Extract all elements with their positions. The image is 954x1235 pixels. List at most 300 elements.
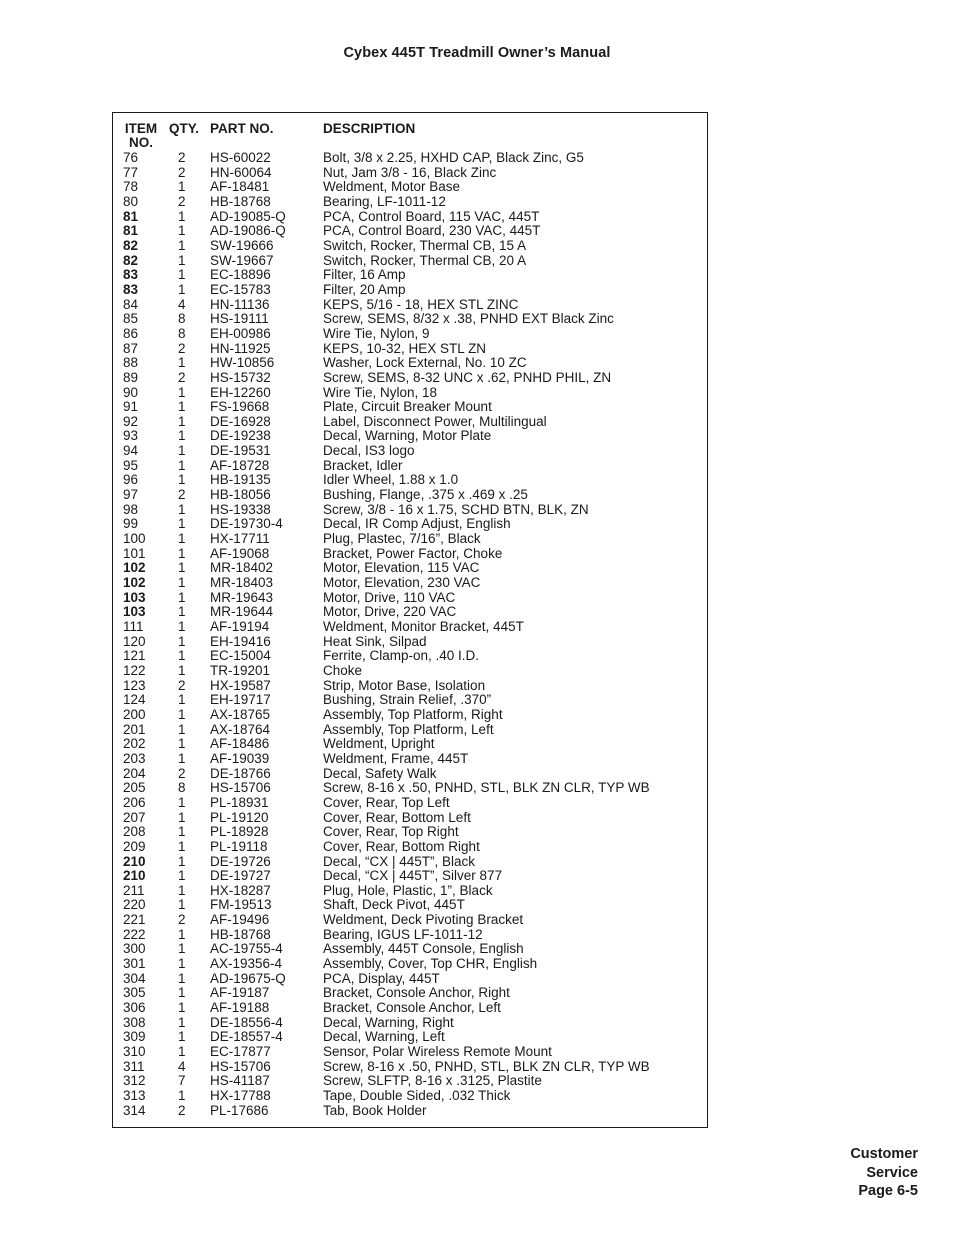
cell-item-no: 100 bbox=[123, 531, 146, 547]
cell-part-no: HS-41187 bbox=[210, 1073, 270, 1089]
cell-description: Assembly, 445T Console, English bbox=[323, 941, 524, 957]
page-footer bbox=[850, 1145, 918, 1201]
cell-qty: 1 bbox=[178, 560, 186, 576]
cell-part-no: HW-10856 bbox=[210, 355, 275, 371]
cell-item-no: 102 bbox=[123, 575, 146, 591]
cell-item-no: 90 bbox=[123, 384, 139, 400]
cell-qty: 1 bbox=[178, 970, 186, 986]
cell-description: Motor, Elevation, 230 VAC bbox=[323, 575, 481, 591]
cell-part-no: AX-19356-4 bbox=[210, 956, 283, 972]
cell-part-no: MR-18402 bbox=[210, 560, 274, 576]
cell-description: Decal, IR Comp Adjust, English bbox=[323, 516, 511, 532]
cell-description: Screw, 8-16 x .50, PNHD, STL, BLK ZN CLR, TYP WB bbox=[323, 1058, 650, 1074]
table-row bbox=[113, 693, 707, 708]
cell-part-no: HS-15706 bbox=[210, 1058, 271, 1074]
cell-qty: 1 bbox=[178, 619, 186, 634]
table-row bbox=[113, 503, 707, 518]
cell-qty: 1 bbox=[178, 516, 186, 532]
cell-part-no: PL-18928 bbox=[210, 824, 269, 840]
cell-item-no: 313 bbox=[123, 1088, 146, 1103]
cell-description: Motor, Drive, 110 VAC bbox=[323, 589, 456, 605]
cell-qty: 2 bbox=[178, 193, 186, 209]
table-row bbox=[113, 283, 707, 298]
cell-description: Decal, Safety Walk bbox=[323, 765, 437, 781]
cell-item-no: 76 bbox=[123, 150, 139, 165]
table-row bbox=[113, 825, 707, 840]
table-row bbox=[113, 679, 707, 694]
cell-qty: 1 bbox=[178, 648, 186, 664]
cell-part-no: FS-19668 bbox=[210, 399, 270, 415]
table-row bbox=[113, 473, 707, 488]
cell-description: Strip, Motor Base, Isolation bbox=[323, 677, 486, 693]
cell-qty: 1 bbox=[178, 384, 186, 400]
cell-description: PCA, Control Board, 230 VAC, 445T bbox=[323, 223, 541, 239]
cell-qty: 1 bbox=[178, 838, 186, 854]
cell-description: Tab, Book Holder bbox=[323, 1102, 427, 1118]
cell-part-no: DE-19730-4 bbox=[210, 516, 283, 532]
cell-description: Shaft, Deck Pivot, 445T bbox=[323, 897, 465, 913]
cell-part-no: HN-11925 bbox=[210, 340, 271, 356]
cell-item-no: 96 bbox=[123, 472, 139, 488]
cell-part-no: AF-18481 bbox=[210, 179, 270, 195]
cell-item-no: 84 bbox=[123, 296, 139, 312]
cell-description: Decal, “CX | 445T”, Silver 877 bbox=[323, 868, 503, 884]
cell-item-no: 122 bbox=[123, 662, 146, 678]
cell-description: Weldment, Upright bbox=[323, 736, 435, 752]
cell-item-no: 78 bbox=[123, 179, 139, 195]
cell-item-no: 204 bbox=[123, 765, 146, 781]
cell-description: Decal, IS3 logo bbox=[323, 443, 415, 459]
cell-qty: 1 bbox=[178, 252, 186, 268]
cell-qty: 1 bbox=[178, 1044, 186, 1060]
table-row bbox=[113, 869, 707, 884]
cell-part-no: HN-60064 bbox=[210, 164, 272, 180]
cell-description: Cover, Rear, Bottom Right bbox=[323, 838, 480, 854]
cell-qty: 1 bbox=[178, 692, 186, 708]
cell-qty: 1 bbox=[178, 1014, 186, 1030]
cell-description: Weldment, Motor Base bbox=[323, 179, 461, 195]
cell-qty: 1 bbox=[178, 721, 186, 737]
cell-item-no: 311 bbox=[123, 1058, 145, 1074]
cell-description: Weldment, Monitor Bracket, 445T bbox=[323, 619, 524, 634]
cell-description: PCA, Display, 445T bbox=[323, 970, 440, 986]
cell-qty: 1 bbox=[178, 868, 186, 884]
cell-description: Bearing, LF-1011-12 bbox=[323, 193, 446, 209]
cell-description: Assembly, Top Platform, Left bbox=[323, 721, 494, 737]
table-row bbox=[113, 210, 707, 225]
cell-description: Ferrite, Clamp-on, .40 I.D. bbox=[323, 648, 480, 664]
cell-qty: 1 bbox=[178, 281, 186, 297]
cell-qty: 1 bbox=[178, 809, 186, 825]
cell-item-no: 111 bbox=[123, 619, 144, 634]
cell-item-no: 309 bbox=[123, 1029, 146, 1045]
cell-item-no: 86 bbox=[123, 325, 139, 341]
cell-description: Bolt, 3/8 x 2.25, HXHD CAP, Black Zinc, G5 bbox=[323, 150, 584, 165]
table-row bbox=[113, 708, 707, 723]
table-header bbox=[113, 122, 707, 152]
table-row bbox=[113, 1074, 707, 1089]
cell-part-no: EH-12260 bbox=[210, 384, 271, 400]
table-row bbox=[113, 342, 707, 357]
cell-part-no: DE-18556-4 bbox=[210, 1014, 283, 1030]
cell-description: Decal, Warning, Right bbox=[323, 1014, 454, 1030]
cell-part-no: EC-15004 bbox=[210, 648, 271, 664]
cell-qty: 2 bbox=[178, 164, 186, 180]
table-row bbox=[113, 298, 707, 313]
cell-item-no: 102 bbox=[123, 560, 146, 576]
cell-item-no: 81 bbox=[123, 223, 139, 239]
cell-item-no: 220 bbox=[123, 897, 146, 913]
table-row bbox=[113, 415, 707, 430]
cell-item-no: 123 bbox=[123, 677, 146, 693]
table-row bbox=[113, 781, 707, 796]
cell-part-no: AF-19496 bbox=[210, 912, 270, 928]
cell-part-no: HX-18287 bbox=[210, 882, 271, 898]
cell-part-no: TR-19201 bbox=[210, 662, 271, 678]
table-row bbox=[113, 986, 707, 1001]
cell-description: Motor, Elevation, 115 VAC bbox=[323, 560, 480, 576]
table-row bbox=[113, 488, 707, 503]
cell-item-no: 93 bbox=[123, 428, 139, 444]
cell-part-no: AF-19188 bbox=[210, 1000, 270, 1016]
table-row bbox=[113, 1089, 707, 1104]
cell-qty: 1 bbox=[178, 824, 186, 840]
cell-item-no: 308 bbox=[123, 1014, 146, 1030]
cell-item-no: 210 bbox=[123, 853, 146, 869]
table-row bbox=[113, 547, 707, 562]
table-row bbox=[113, 752, 707, 767]
table-row bbox=[113, 1045, 707, 1060]
cell-qty: 1 bbox=[178, 237, 186, 253]
cell-item-no: 200 bbox=[123, 706, 146, 722]
cell-description: KEPS, 5/16 - 18, HEX STL ZINC bbox=[323, 296, 519, 312]
cell-item-no: 201 bbox=[123, 721, 146, 737]
cell-part-no: SW-19666 bbox=[210, 237, 274, 253]
cell-part-no: DE-19727 bbox=[210, 868, 271, 884]
cell-part-no: DE-19238 bbox=[210, 428, 271, 444]
cell-description: Bushing, Flange, .375 x .469 x .25 bbox=[323, 487, 528, 503]
cell-qty: 1 bbox=[178, 179, 186, 195]
cell-description: KEPS, 10-32, HEX STL ZN bbox=[323, 340, 487, 356]
cell-item-no: 87 bbox=[123, 340, 139, 356]
cell-item-no: 306 bbox=[123, 1000, 146, 1016]
cell-qty: 1 bbox=[178, 531, 186, 547]
table-row bbox=[113, 517, 707, 532]
cell-item-no: 210 bbox=[123, 868, 146, 884]
cell-part-no: HB-18056 bbox=[210, 487, 271, 503]
cell-part-no: EC-15783 bbox=[210, 281, 271, 297]
cell-qty: 1 bbox=[178, 956, 186, 972]
cell-part-no: AF-19039 bbox=[210, 750, 270, 766]
parts-list-table bbox=[112, 112, 708, 1128]
cell-qty: 1 bbox=[178, 853, 186, 869]
cell-qty: 2 bbox=[178, 912, 186, 928]
cell-qty: 7 bbox=[178, 1073, 186, 1089]
cell-item-no: 310 bbox=[123, 1044, 146, 1060]
table-row bbox=[113, 371, 707, 386]
page-title: Cybex 445T Treadmill Owner’s Manual bbox=[343, 45, 611, 61]
table-row bbox=[113, 254, 707, 269]
cell-qty: 8 bbox=[178, 780, 186, 796]
cell-item-no: 205 bbox=[123, 780, 146, 796]
cell-qty: 2 bbox=[178, 487, 186, 503]
column-header-part: PART NO. bbox=[210, 121, 274, 136]
cell-part-no: HB-18768 bbox=[210, 926, 271, 942]
table-row bbox=[113, 180, 707, 195]
cell-qty: 1 bbox=[178, 706, 186, 722]
cell-description: Decal, Warning, Motor Plate bbox=[323, 428, 492, 444]
cell-part-no: HB-19135 bbox=[210, 472, 271, 488]
cell-description: Plug, Plastec, 7/16”, Black bbox=[323, 531, 481, 547]
cell-qty: 1 bbox=[178, 501, 186, 517]
cell-part-no: HX-17788 bbox=[210, 1088, 271, 1103]
cell-item-no: 120 bbox=[123, 633, 146, 649]
cell-item-no: 203 bbox=[123, 750, 146, 766]
cell-qty: 1 bbox=[178, 545, 186, 561]
cell-part-no: DE-19726 bbox=[210, 853, 271, 869]
table-row bbox=[113, 400, 707, 415]
cell-item-no: 124 bbox=[123, 692, 146, 708]
table-row bbox=[113, 855, 707, 870]
table-row bbox=[113, 620, 707, 635]
table-row bbox=[113, 811, 707, 826]
table-row bbox=[113, 1104, 707, 1119]
cell-item-no: 304 bbox=[123, 970, 146, 986]
table-row bbox=[113, 195, 707, 210]
cell-part-no: PL-17686 bbox=[210, 1102, 269, 1118]
cell-part-no: HS-60022 bbox=[210, 150, 271, 165]
cell-part-no: HN-11136 bbox=[210, 296, 270, 312]
table-row bbox=[113, 796, 707, 811]
cell-part-no: HS-15732 bbox=[210, 369, 271, 385]
cell-item-no: 83 bbox=[123, 281, 139, 297]
cell-qty: 1 bbox=[178, 633, 186, 649]
cell-item-no: 103 bbox=[123, 604, 146, 620]
cell-description: Nut, Jam 3/8 - 16, Black Zinc bbox=[323, 164, 497, 180]
cell-qty: 2 bbox=[178, 369, 186, 385]
cell-qty: 1 bbox=[178, 1029, 186, 1045]
cell-part-no: AF-19187 bbox=[210, 985, 270, 1001]
cell-qty: 2 bbox=[178, 677, 186, 693]
table-body bbox=[113, 151, 707, 1118]
table-row bbox=[113, 1001, 707, 1016]
table-row bbox=[113, 942, 707, 957]
table-row bbox=[113, 224, 707, 239]
cell-description: Bracket, Power Factor, Choke bbox=[323, 545, 503, 561]
cell-item-no: 94 bbox=[123, 443, 139, 459]
column-header-qty: QTY. bbox=[169, 121, 200, 136]
cell-part-no: AD-19085-Q bbox=[210, 208, 286, 224]
table-row bbox=[113, 913, 707, 928]
column-header-description: DESCRIPTION bbox=[323, 121, 416, 136]
cell-item-no: 300 bbox=[123, 941, 146, 957]
cell-item-no: 97 bbox=[123, 487, 139, 503]
cell-qty: 1 bbox=[178, 223, 186, 239]
table-row bbox=[113, 840, 707, 855]
cell-description: Washer, Lock External, No. 10 ZC bbox=[323, 355, 527, 371]
table-row bbox=[113, 884, 707, 899]
cell-item-no: 88 bbox=[123, 355, 139, 371]
table-row bbox=[113, 429, 707, 444]
table-row bbox=[113, 1060, 707, 1075]
cell-qty: 8 bbox=[178, 325, 186, 341]
cell-part-no: EC-17877 bbox=[210, 1044, 271, 1060]
cell-description: Switch, Rocker, Thermal CB, 15 A bbox=[323, 237, 527, 253]
cell-item-no: 208 bbox=[123, 824, 146, 840]
table-row bbox=[113, 327, 707, 342]
table-row bbox=[113, 166, 707, 181]
cell-description: Screw, 3/8 - 16 x 1.75, SCHD BTN, BLK, ZN bbox=[323, 501, 589, 517]
cell-part-no: EH-00986 bbox=[210, 325, 271, 341]
cell-qty: 2 bbox=[178, 1102, 186, 1118]
cell-qty: 4 bbox=[178, 296, 186, 312]
cell-qty: 1 bbox=[178, 926, 186, 942]
cell-qty: 1 bbox=[178, 267, 186, 283]
cell-part-no: MR-18403 bbox=[210, 575, 274, 591]
cell-qty: 1 bbox=[178, 941, 186, 957]
cell-part-no: AX-18765 bbox=[210, 706, 271, 722]
cell-part-no: HS-15706 bbox=[210, 780, 271, 796]
table-row bbox=[113, 649, 707, 664]
table-row bbox=[113, 767, 707, 782]
cell-part-no: AD-19086-Q bbox=[210, 223, 286, 239]
cell-part-no: MR-19643 bbox=[210, 589, 274, 605]
cell-part-no: AF-19194 bbox=[210, 619, 270, 634]
cell-item-no: 98 bbox=[123, 501, 139, 517]
cell-qty: 2 bbox=[178, 150, 186, 165]
cell-item-no: 222 bbox=[123, 926, 146, 942]
cell-description: PCA, Control Board, 115 VAC, 445T bbox=[323, 208, 540, 224]
cell-description: Weldment, Frame, 445T bbox=[323, 750, 469, 766]
cell-description: Weldment, Deck Pivoting Bracket bbox=[323, 912, 524, 928]
cell-item-no: 95 bbox=[123, 457, 139, 473]
cell-item-no: 91 bbox=[123, 399, 139, 415]
cell-item-no: 81 bbox=[123, 208, 139, 224]
table-row bbox=[113, 459, 707, 474]
cell-qty: 1 bbox=[178, 1000, 186, 1016]
cell-qty: 1 bbox=[178, 457, 186, 473]
table-row bbox=[113, 737, 707, 752]
cell-part-no: HX-19587 bbox=[210, 677, 271, 693]
cell-part-no: DE-19531 bbox=[210, 443, 271, 459]
cell-item-no: 82 bbox=[123, 252, 139, 268]
cell-description: Bracket, Idler bbox=[323, 457, 403, 473]
cell-description: Decal, “CX | 445T”, Black bbox=[323, 853, 476, 869]
cell-part-no: MR-19644 bbox=[210, 604, 274, 620]
cell-item-no: 101 bbox=[123, 545, 146, 561]
table-row bbox=[113, 972, 707, 987]
cell-item-no: 82 bbox=[123, 237, 139, 253]
cell-part-no: EH-19416 bbox=[210, 633, 271, 649]
cell-qty: 8 bbox=[178, 311, 186, 327]
cell-item-no: 83 bbox=[123, 267, 139, 283]
table-row bbox=[113, 605, 707, 620]
table-row bbox=[113, 532, 707, 547]
footer-page-number: Page 6-5 bbox=[858, 1183, 918, 1199]
cell-qty: 1 bbox=[178, 882, 186, 898]
cell-qty: 1 bbox=[178, 443, 186, 459]
cell-qty: 1 bbox=[178, 604, 186, 620]
cell-qty: 1 bbox=[178, 589, 186, 605]
cell-part-no: DE-18557-4 bbox=[210, 1029, 283, 1045]
cell-part-no: HS-19111 bbox=[210, 311, 269, 327]
cell-qty: 1 bbox=[178, 208, 186, 224]
cell-qty: 1 bbox=[178, 355, 186, 371]
cell-description: Cover, Rear, Bottom Left bbox=[323, 809, 471, 825]
cell-part-no: HS-19338 bbox=[210, 501, 271, 517]
cell-description: Switch, Rocker, Thermal CB, 20 A bbox=[323, 252, 527, 268]
cell-description: Bracket, Console Anchor, Left bbox=[323, 1000, 501, 1016]
cell-description: Tape, Double Sided, .032 Thick bbox=[323, 1088, 511, 1103]
cell-part-no: EC-18896 bbox=[210, 267, 271, 283]
cell-description: Assembly, Cover, Top CHR, English bbox=[323, 956, 538, 972]
cell-description: Filter, 20 Amp bbox=[323, 281, 406, 297]
cell-item-no: 85 bbox=[123, 311, 139, 327]
cell-item-no: 314 bbox=[123, 1102, 146, 1118]
table-row bbox=[113, 957, 707, 972]
cell-description: Decal, Warning, Left bbox=[323, 1029, 445, 1045]
cell-part-no: DE-16928 bbox=[210, 413, 271, 429]
cell-qty: 2 bbox=[178, 340, 186, 356]
cell-description: Bracket, Console Anchor, Right bbox=[323, 985, 510, 1001]
cell-qty: 1 bbox=[178, 794, 186, 810]
table-row bbox=[113, 444, 707, 459]
cell-item-no: 80 bbox=[123, 193, 139, 209]
cell-description: Plate, Circuit Breaker Mount bbox=[323, 399, 492, 415]
cell-description: Wire Tie, Nylon, 18 bbox=[323, 384, 438, 400]
cell-description: Screw, SLFTP, 8-16 x .3125, Plastite bbox=[323, 1073, 542, 1089]
cell-description: Choke bbox=[323, 662, 363, 678]
table-row bbox=[113, 898, 707, 913]
cell-item-no: 77 bbox=[123, 164, 139, 180]
cell-part-no: HX-17711 bbox=[210, 531, 270, 547]
table-row bbox=[113, 386, 707, 401]
cell-qty: 1 bbox=[178, 472, 186, 488]
cell-qty: 4 bbox=[178, 1058, 186, 1074]
cell-qty: 1 bbox=[178, 413, 186, 429]
table-row bbox=[113, 591, 707, 606]
cell-part-no: AF-18728 bbox=[210, 457, 270, 473]
cell-item-no: 202 bbox=[123, 736, 146, 752]
column-header-item: ITEM NO. bbox=[124, 121, 158, 150]
footer-section-line1: Customer bbox=[850, 1146, 918, 1162]
cell-qty: 1 bbox=[178, 750, 186, 766]
cell-part-no: AD-19675-Q bbox=[210, 970, 286, 986]
cell-item-no: 92 bbox=[123, 413, 139, 429]
cell-description: Assembly, Top Platform, Right bbox=[323, 706, 503, 722]
table-row bbox=[113, 576, 707, 591]
cell-part-no: PL-19118 bbox=[210, 838, 268, 854]
cell-description: Filter, 16 Amp bbox=[323, 267, 406, 283]
cell-item-no: 103 bbox=[123, 589, 146, 605]
cell-part-no: AF-19068 bbox=[210, 545, 270, 561]
cell-part-no: EH-19717 bbox=[210, 692, 271, 708]
cell-item-no: 89 bbox=[123, 369, 139, 385]
cell-description: Screw, SEMS, 8-32 UNC x .62, PNHD PHIL, ZN bbox=[323, 369, 612, 385]
cell-qty: 1 bbox=[178, 736, 186, 752]
cell-description: Screw, 8-16 x .50, PNHD, STL, BLK ZN CLR, TYP WB bbox=[323, 780, 650, 796]
cell-description: Sensor, Polar Wireless Remote Mount bbox=[323, 1044, 552, 1060]
cell-part-no: PL-19120 bbox=[210, 809, 269, 825]
cell-part-no: SW-19667 bbox=[210, 252, 274, 268]
cell-description: Wire Tie, Nylon, 9 bbox=[323, 325, 430, 341]
cell-description: Screw, SEMS, 8/32 x .38, PNHD EXT Black Zinc bbox=[323, 311, 614, 327]
table-row bbox=[113, 239, 707, 254]
cell-part-no: HB-18768 bbox=[210, 193, 271, 209]
table-row bbox=[113, 356, 707, 371]
cell-item-no: 221 bbox=[123, 912, 146, 928]
table-row bbox=[113, 635, 707, 650]
